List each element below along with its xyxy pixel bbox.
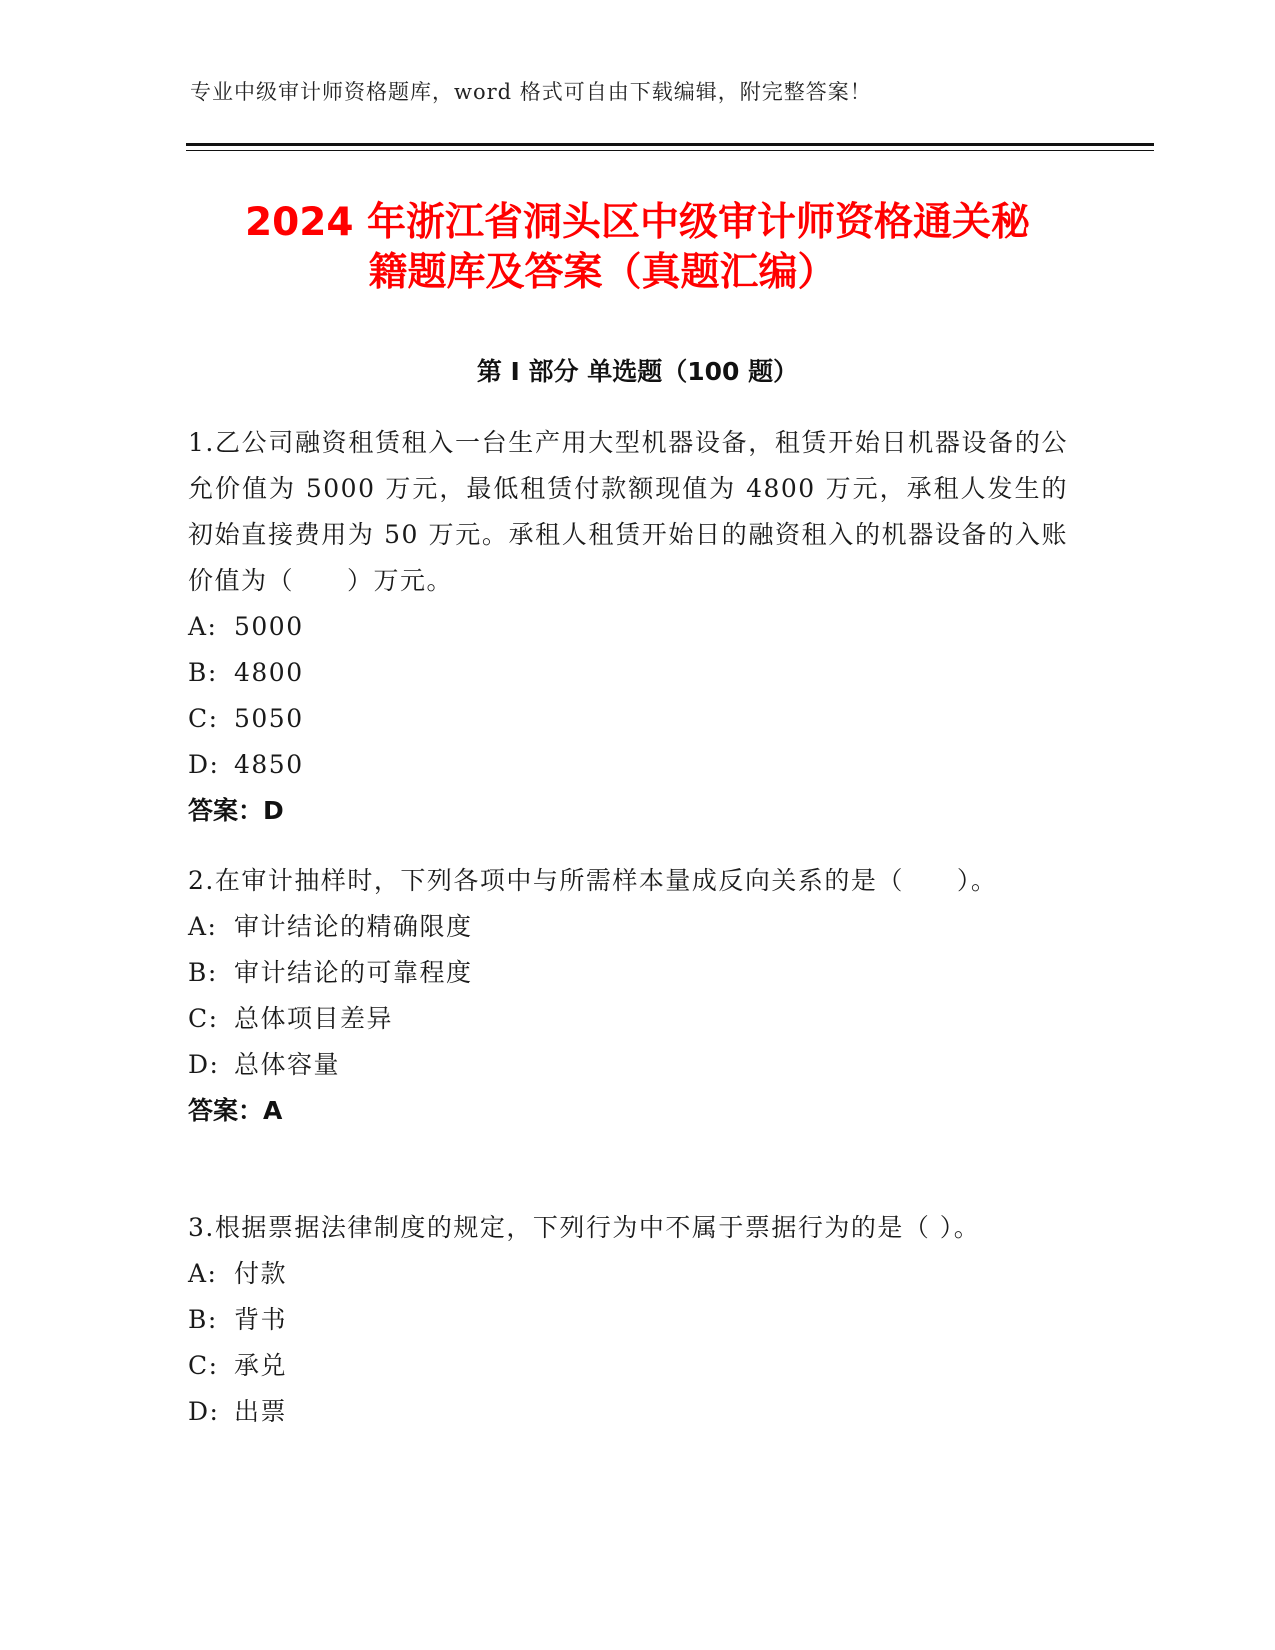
option-text: 总体项目差异	[234, 1004, 394, 1033]
option-text: 总体容量	[234, 1050, 341, 1079]
header-rule	[186, 143, 1154, 146]
option-key: C:	[188, 704, 219, 733]
option-key: A:	[188, 612, 218, 641]
option-key: C:	[188, 1351, 219, 1380]
option-key: D:	[188, 1050, 220, 1079]
option-text: 4800	[234, 658, 304, 687]
answer-value: D	[263, 796, 284, 825]
option-text: 5000	[234, 612, 304, 641]
option-key: B:	[188, 658, 218, 687]
answer-label: 答案：	[188, 796, 264, 825]
option-key: C:	[188, 1004, 219, 1033]
answer-value: A	[263, 1096, 283, 1125]
answer-label: 答案：	[188, 1096, 264, 1125]
answer-line	[188, 788, 1068, 834]
option-text: 审计结论的可靠程度	[234, 958, 473, 987]
option-text: 5050	[234, 704, 304, 733]
option-a	[188, 1251, 1068, 1297]
question-stem: 2.在审计抽样时，下列各项中与所需样本量成反向关系的是（ ）。	[188, 866, 998, 895]
option-c	[188, 696, 1068, 742]
section-heading: 第 I 部分 单选题（100 题）	[476, 357, 799, 386]
header-rule-thin	[186, 150, 1154, 151]
option-text: 4850	[234, 750, 304, 779]
option-a	[188, 904, 1068, 950]
option-d	[188, 742, 1068, 788]
answer-line	[188, 1088, 1068, 1134]
option-key: D:	[188, 750, 220, 779]
option-text: 出票	[234, 1397, 288, 1426]
option-c	[188, 1343, 1068, 1389]
question-3	[188, 1205, 1068, 1435]
option-b	[188, 1297, 1068, 1343]
option-text: 承兑	[234, 1351, 288, 1380]
question-2	[188, 858, 1068, 1134]
option-key: A:	[188, 912, 218, 941]
option-b	[188, 950, 1068, 996]
question-stem: 3.根据票据法律制度的规定，下列行为中不属于票据行为的是（ ）。	[188, 1213, 981, 1242]
option-c	[188, 996, 1068, 1042]
title-line-1: 2024 年浙江省洞头区中级审计师资格通关秘	[244, 200, 1031, 245]
question-stem: 1.乙公司融资租赁租入一台生产用大型机器设备，租赁开始日机器设备的公允价值为 5000 万元，最低租赁付款额现值为 4800 万元，承租人发生的初始直接费用为 50 万元。承租人租赁开始日的融资租入的机器设备的入账价值为（ ）万元。	[188, 428, 1068, 595]
option-key: A:	[188, 1259, 218, 1288]
option-key: B:	[188, 1305, 218, 1334]
option-text: 审计结论的精确限度	[234, 912, 473, 941]
option-key: B:	[188, 958, 218, 987]
document-title	[150, 198, 1125, 298]
option-text: 背书	[234, 1305, 288, 1334]
header-note: 专业中级审计师资格题库，word 格式可自由下载编辑，附完整答案！	[190, 80, 872, 104]
option-d	[188, 1042, 1068, 1088]
option-key: D:	[188, 1397, 220, 1426]
option-text: 付款	[234, 1259, 288, 1288]
option-b	[188, 650, 1068, 696]
question-1	[188, 420, 1068, 834]
option-d	[188, 1389, 1068, 1435]
title-line-2: 籍题库及答案（真题汇编）	[368, 250, 837, 295]
option-a	[188, 604, 1068, 650]
